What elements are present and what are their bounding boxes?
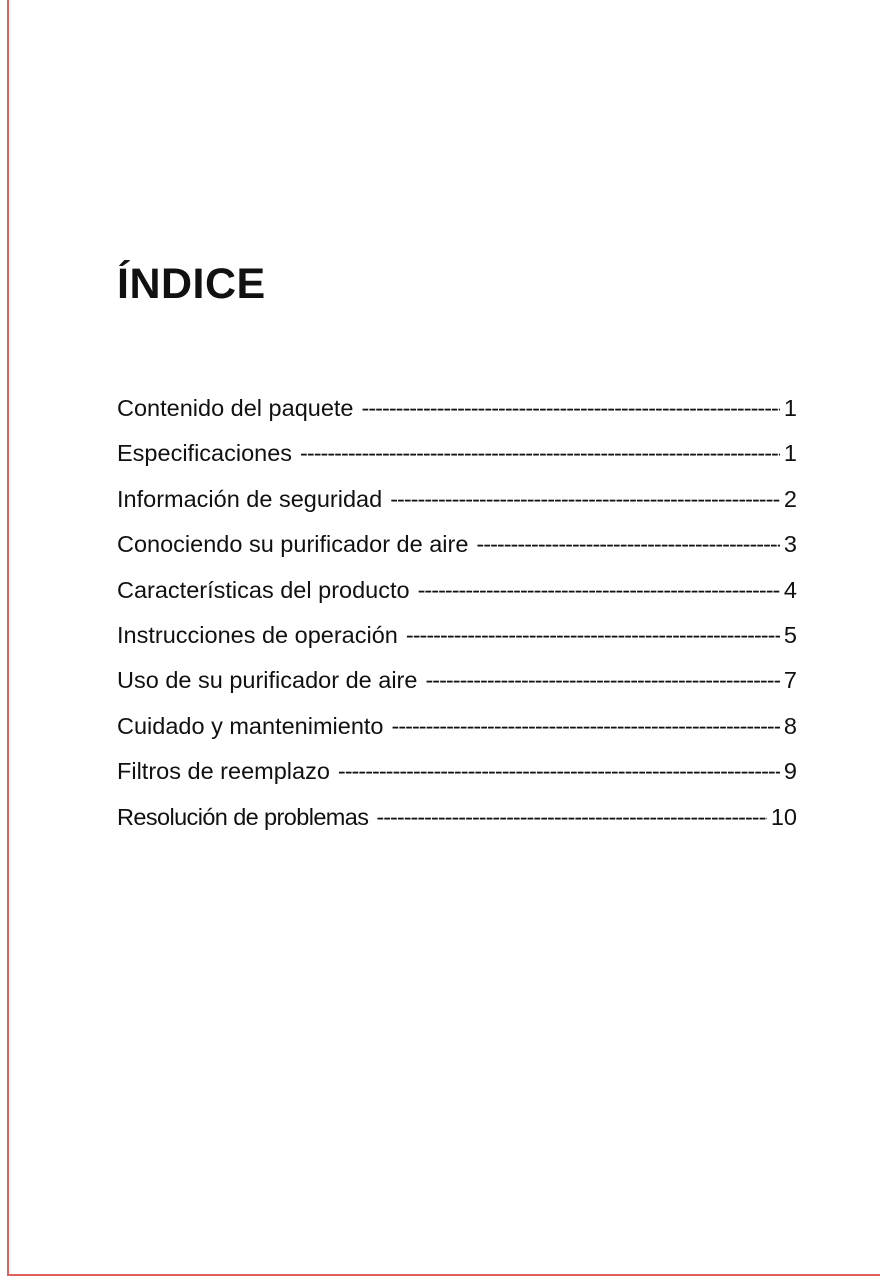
toc-page-number: 10 — [770, 803, 797, 830]
toc-leader-dots — [300, 431, 780, 476]
toc-page-number: 1 — [783, 440, 797, 467]
toc-entry-label: Instrucciones de operación — [117, 621, 398, 648]
toc-entry-especificaciones[interactable] — [117, 431, 797, 476]
toc-entry-label: Conociendo su purificador de aire — [117, 531, 469, 558]
toc-entry-seguridad[interactable] — [117, 477, 797, 522]
toc-page-number: 2 — [783, 485, 797, 512]
toc-page-number: 5 — [783, 621, 797, 648]
toc-entry-label: Filtros de reemplazo — [117, 758, 330, 785]
toc-entry-cuidado[interactable] — [117, 704, 797, 749]
toc-entry-uso[interactable] — [117, 658, 797, 703]
toc-page-number: 8 — [783, 712, 797, 739]
toc-page-number: 9 — [783, 758, 797, 785]
toc-entry-caracteristicas[interactable] — [117, 568, 797, 613]
toc-leader-dots — [425, 658, 779, 703]
toc-page-number: 1 — [783, 395, 797, 421]
toc-page-number: 3 — [783, 531, 797, 558]
toc-leader-dots — [390, 477, 780, 522]
page-title: ÍNDICE — [117, 260, 266, 308]
toc-leader-dots — [418, 568, 780, 613]
toc-entry-label: Cuidado y mantenimiento — [117, 712, 384, 739]
toc-leader-dots — [362, 386, 780, 431]
toc-entry-label: Uso de su purificador de aire — [117, 667, 418, 694]
toc-entry-label: Especificaciones — [117, 440, 293, 467]
toc-entry-label: Contenido del paquete — [117, 395, 354, 421]
toc-entry-conociendo[interactable] — [117, 522, 797, 567]
toc-entry-label: Características del producto — [117, 576, 410, 603]
toc-page-number: 7 — [783, 667, 797, 694]
table-of-contents — [117, 386, 797, 840]
toc-leader-dots — [392, 704, 780, 749]
toc-entry-label: Resolución de problemas — [117, 803, 369, 830]
toc-leader-dots — [376, 795, 766, 840]
toc-entry-filtros[interactable] — [117, 749, 797, 794]
toc-page-number: 4 — [783, 576, 797, 603]
toc-entry-contenido[interactable] — [117, 386, 797, 431]
toc-entry-resolucion[interactable] — [117, 795, 797, 840]
toc-leader-dots — [476, 522, 780, 567]
toc-leader-dots — [338, 749, 780, 794]
toc-entry-label: Información de seguridad — [117, 485, 383, 512]
toc-leader-dots — [406, 613, 780, 658]
toc-entry-instrucciones[interactable] — [117, 613, 797, 658]
